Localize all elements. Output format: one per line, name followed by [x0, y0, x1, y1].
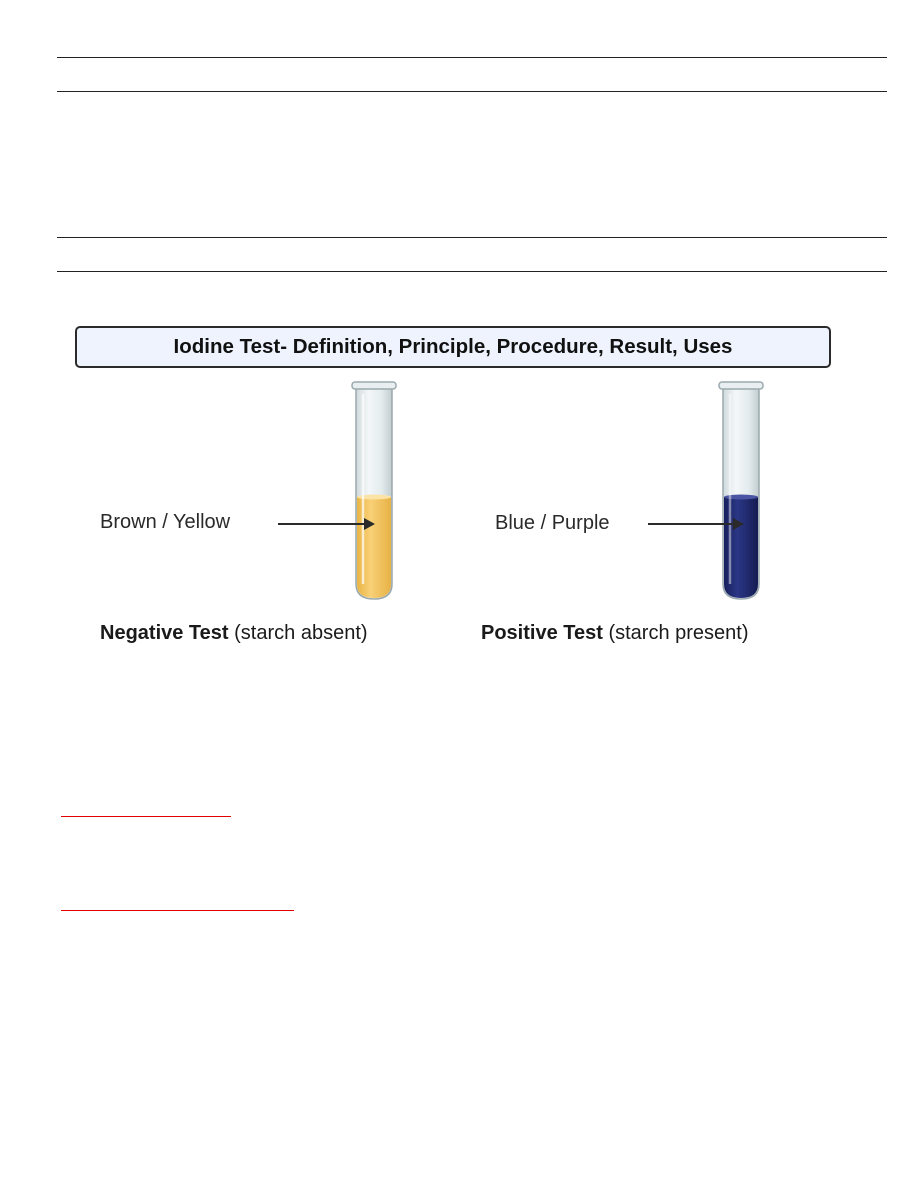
negative-color-label: Brown / Yellow: [100, 511, 231, 533]
negative-arrow: [278, 523, 373, 525]
rule-top-1: [57, 57, 887, 58]
red-underline-1: [61, 816, 231, 817]
positive-result-bold: Positive Test: [481, 622, 603, 644]
positive-arrow: [648, 523, 742, 525]
rule-mid-1: [57, 237, 887, 238]
rule-mid-2: [57, 271, 887, 272]
negative-result-bold: Negative Test: [100, 622, 229, 644]
figure-title: Iodine Test- Definition, Principle, Procedure, Result, Uses: [173, 335, 733, 358]
red-underline-2: [61, 910, 294, 911]
positive-caption: [481, 622, 749, 645]
negative-test-tube: [352, 382, 396, 599]
negative-caption: [100, 622, 368, 645]
iodine-test-figure: [72, 322, 840, 662]
test-tubes-illustration: [72, 322, 840, 662]
negative-result-note: (starch absent): [234, 622, 368, 644]
rule-top-2: [57, 91, 887, 92]
positive-test-tube: [719, 382, 763, 599]
positive-result-note: (starch present): [608, 622, 749, 644]
positive-color-label: Blue / Purple: [495, 512, 610, 534]
